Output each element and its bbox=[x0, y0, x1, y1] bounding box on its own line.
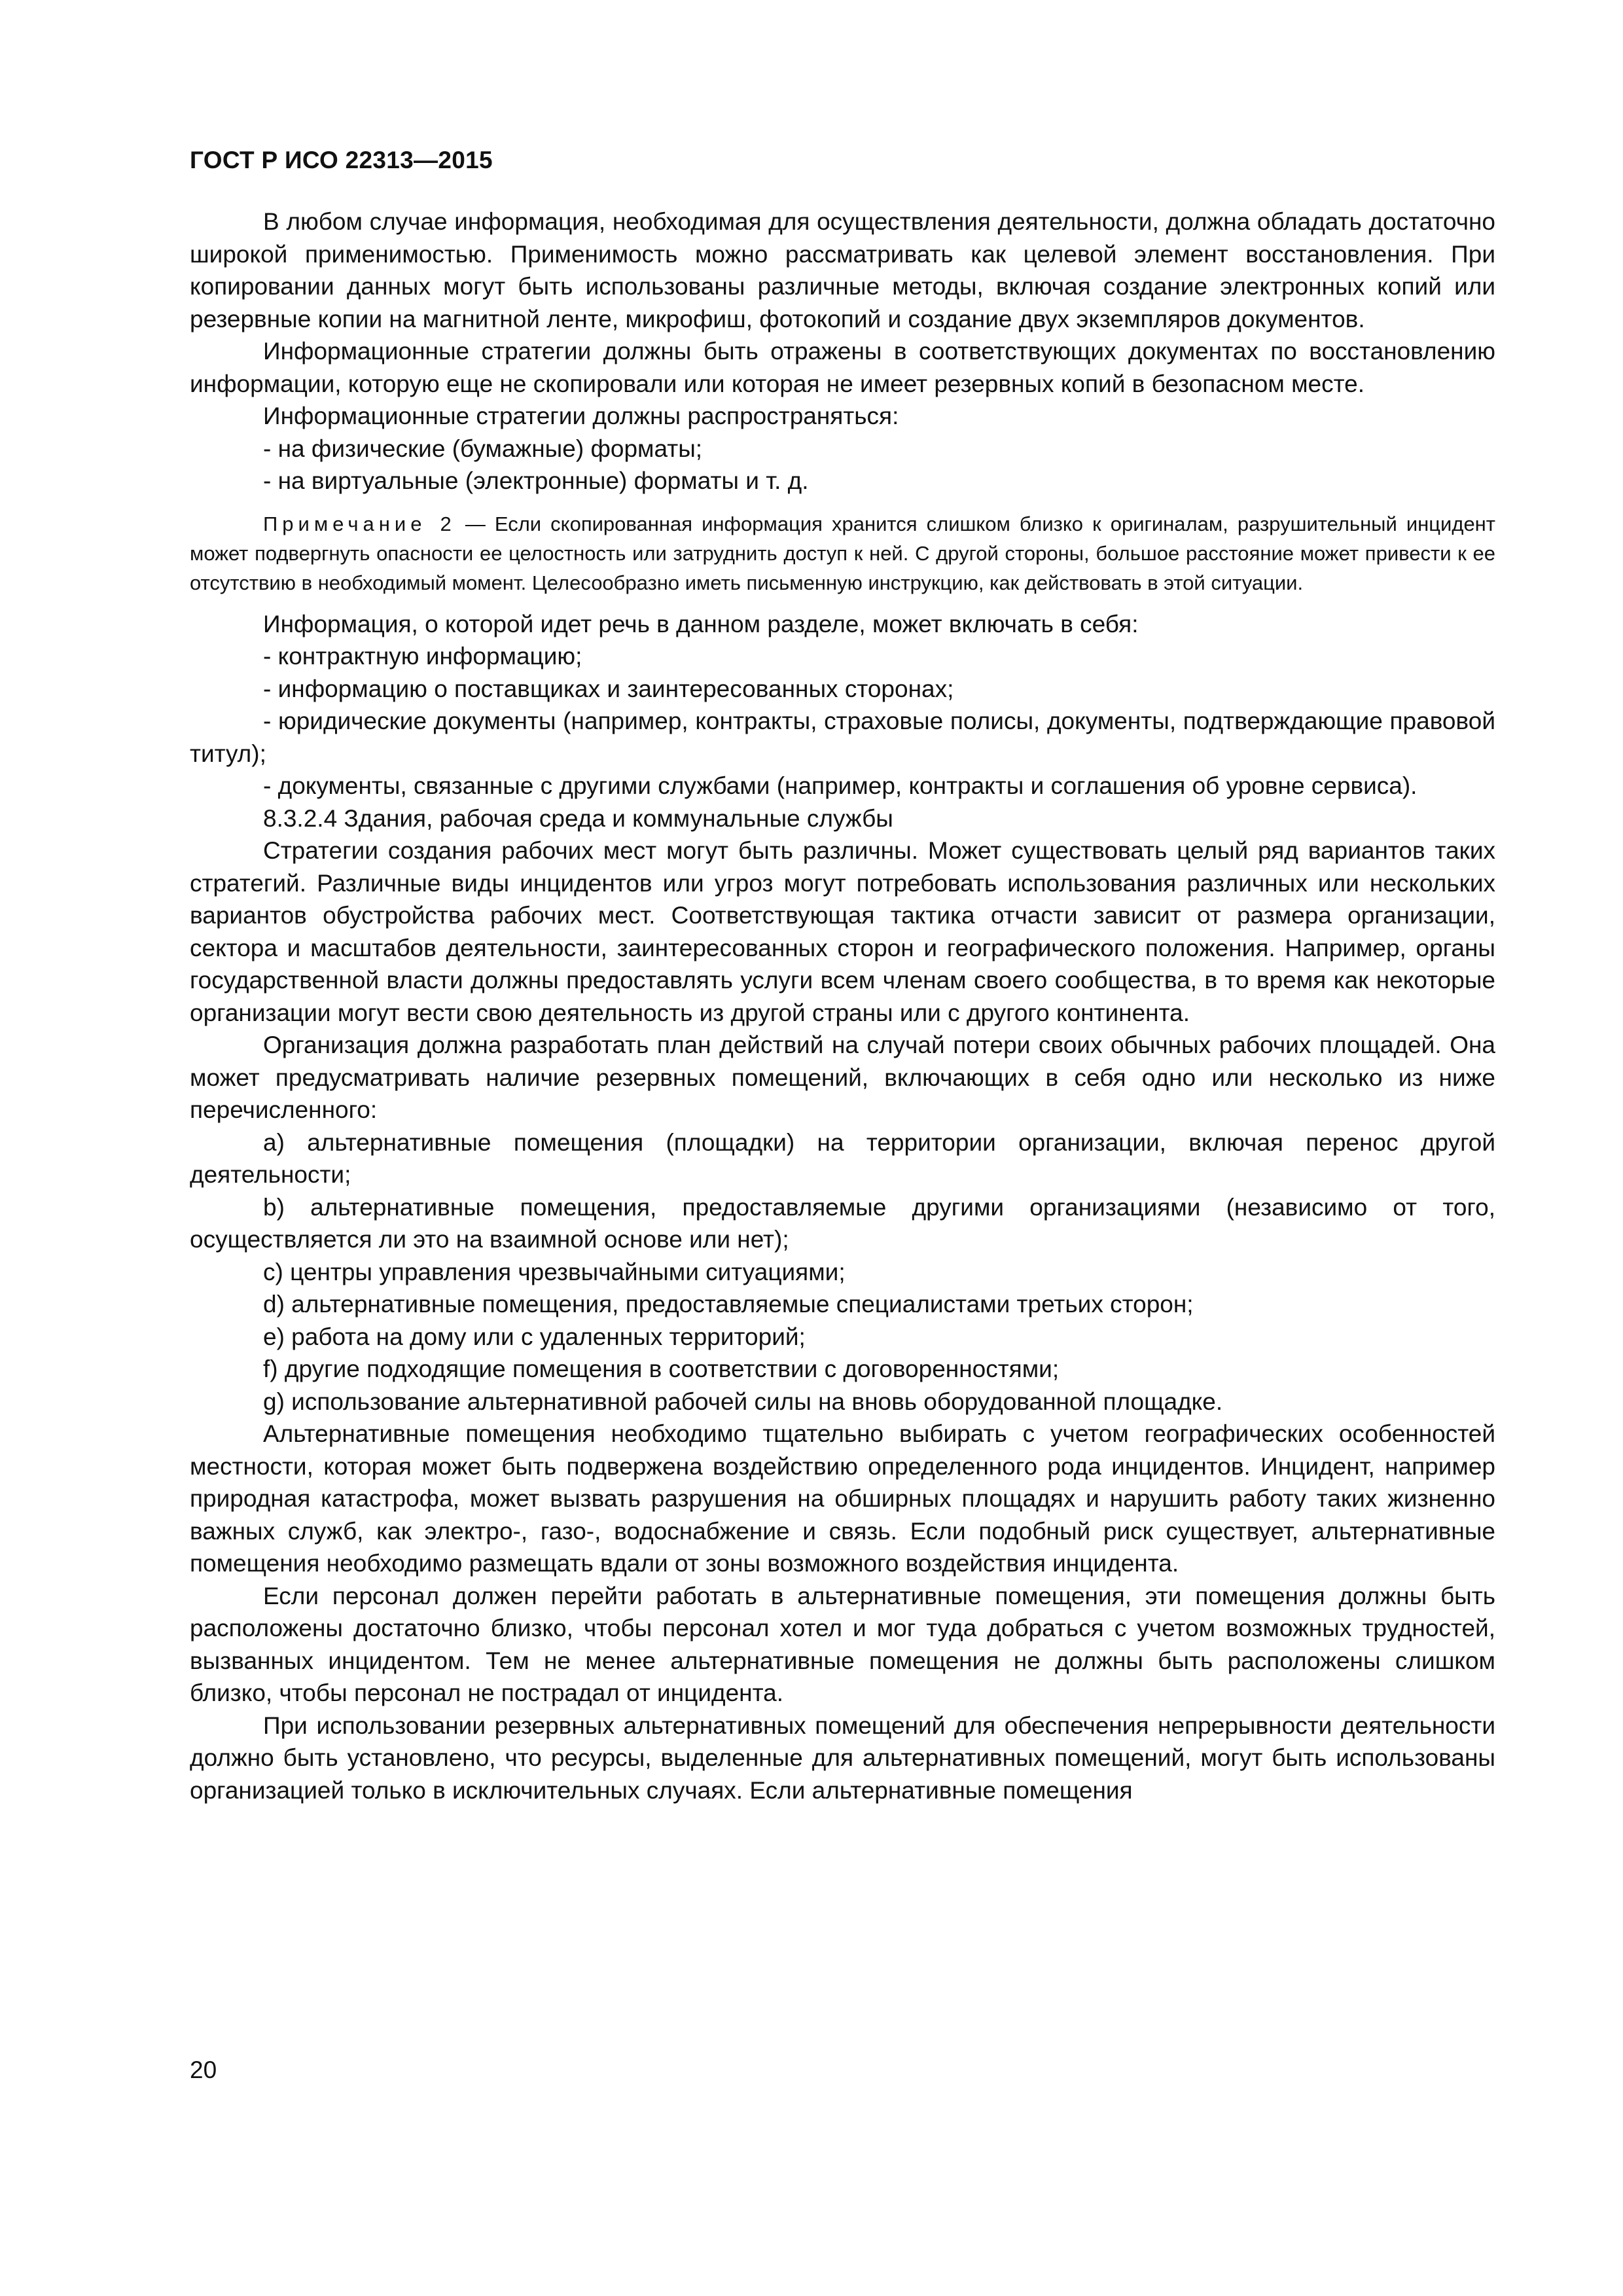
list-item-c: c) центры управления чрезвычайными ситуациями; bbox=[263, 1258, 846, 1285]
list-item-contract-info: - контрактную информацию; bbox=[263, 643, 582, 670]
document-page bbox=[190, 144, 1495, 1806]
list-item-legal-docs: - юридические документы (например, контракты, страховые полисы, документы, подтверждающие правовой титул); bbox=[190, 708, 1495, 767]
paragraph-info-strategies-docs: Информационные стратегии должны быть отражены в соответствующих документах по восстановлению информации, которую еще не скопировали или которая не имеет резервных копий в безопасном месте. bbox=[190, 338, 1495, 397]
list-item-a: a) альтернативные помещения (площадки) на территории организации, включая перенос другой деятельности; bbox=[190, 1128, 1495, 1188]
standard-code-header: ГОСТ Р ИСО 22313—2015 bbox=[190, 147, 493, 173]
note-text: — Если скопированная информация хранится слишком близко к оригиналам, разрушительный инцидент может подвергнуть опасности ее целостность или затруднить доступ к ней. С другой стороны, большое расстояние может привести к ее отсутствию в необходимый момент. Целесообразно иметь письменную инструкцию, как действовать в этой ситуации. bbox=[190, 512, 1495, 594]
list-item-g: g) использование альтернативной рабочей силы на вновь оборудованной площадке. bbox=[263, 1388, 1223, 1415]
paragraph-workplace-strategies: Стратегии создания рабочих мест могут быть различны. Может существовать целый ряд вариантов таких стратегий. Различные виды инцидентов или угроз могут потребовать использования различных или нескольких вариантов обустройства рабочих мест. Соответствующая тактика отчасти зависит от размера организации, сектора и масштабов деятельности, заинтересованных сторон и географического положения. Например, органы государственной власти должны предоставлять услуги всем членам своего сообщества, в то время как некоторые организации могут вести свою деятельность из другой страны или с другого континента. bbox=[190, 837, 1495, 1026]
note-label: Примечание 2 bbox=[263, 512, 456, 535]
list-item-suppliers-info: - информацию о поставщиках и заинтересованных сторонах; bbox=[263, 675, 954, 702]
list-item-virtual-formats: - на виртуальные (электронные) форматы и т. д. bbox=[263, 467, 809, 494]
list-item-f: f) другие подходящие помещения в соответствии с договоренностями; bbox=[263, 1355, 1060, 1382]
paragraph-organization-plan: Организация должна разработать план действий на случай потери своих обычных рабочих площадей. Она может предусматривать наличие резервных помещений, включающих в себя одно или несколько из ниже перечисленного: bbox=[190, 1031, 1495, 1123]
paragraph-reserved-resources: При использовании резервных альтернативных помещений для обеспечения непрерывности деятельности должно быть установлено, что ресурсы, выделенные для альтернативных помещений, могут быть использованы организацией только в исключительных случаях. Если альтернативные помещения bbox=[190, 1712, 1495, 1804]
page-number: 20 bbox=[190, 2056, 217, 2083]
list-item-b: b) альтернативные помещения, предоставляемые другими организациями (независимо от того, осуществляется ли это на взаимной основе или нет); bbox=[190, 1193, 1495, 1253]
list-item-e: e) работа на дому или с удаленных территорий; bbox=[263, 1323, 806, 1350]
list-item-d: d) альтернативные помещения, предоставляемые специалистами третьих сторон; bbox=[263, 1291, 1194, 1318]
paragraph-info-section: Информация, о которой идет речь в данном разделе, может включать в себя: bbox=[263, 610, 1139, 637]
paragraph-info-strategies-scope: Информационные стратегии должны распространяться: bbox=[263, 403, 899, 429]
list-item-physical-formats: - на физические (бумажные) форматы; bbox=[263, 435, 703, 462]
section-heading-8-3-2-4: 8.3.2.4 Здания, рабочая среда и коммунальные службы bbox=[263, 804, 893, 832]
note-2 bbox=[190, 509, 1495, 598]
list-item-service-docs: - документы, связанные с другими службами (например, контракты и соглашения об уровне сервиса). bbox=[263, 772, 1418, 799]
paragraph-applicability: В любом случае информация, необходимая для осуществления деятельности, должна обладать достаточно широкой применимостью. Применимость можно рассматривать как целевой элемент восстановления. При копировании данных могут быть использованы различные методы, включая создание электронных копий или резервные копии на магнитной ленте, микрофиш, фотокопий и создание двух экземпляров документов. bbox=[190, 208, 1495, 332]
paragraph-staff-relocation: Если персонал должен перейти работать в альтернативные помещения, эти помещения должны быть расположены достаточно близко, чтобы персонал хотел и мог туда добраться с учетом возможных трудностей, вызванных инцидентом. Тем не менее альтернативные помещения не должны быть расположены слишком близко, чтобы персонал не пострадал от инцидента. bbox=[190, 1582, 1495, 1706]
paragraph-site-selection: Альтернативные помещения необходимо тщательно выбирать с учетом географических особенностей местности, которая может быть подвержена воздействию определенного рода инцидентов. Инцидент, например природная катастрофа, может вызвать разрушения на обширных площадях и нарушить работу таких жизненно важных служб, как электро-, газо-, водоснабжение и связь. Если подобный риск существует, альтернативные помещения необходимо размещать вдали от зоны возможного воздействия инцидента. bbox=[190, 1420, 1495, 1577]
